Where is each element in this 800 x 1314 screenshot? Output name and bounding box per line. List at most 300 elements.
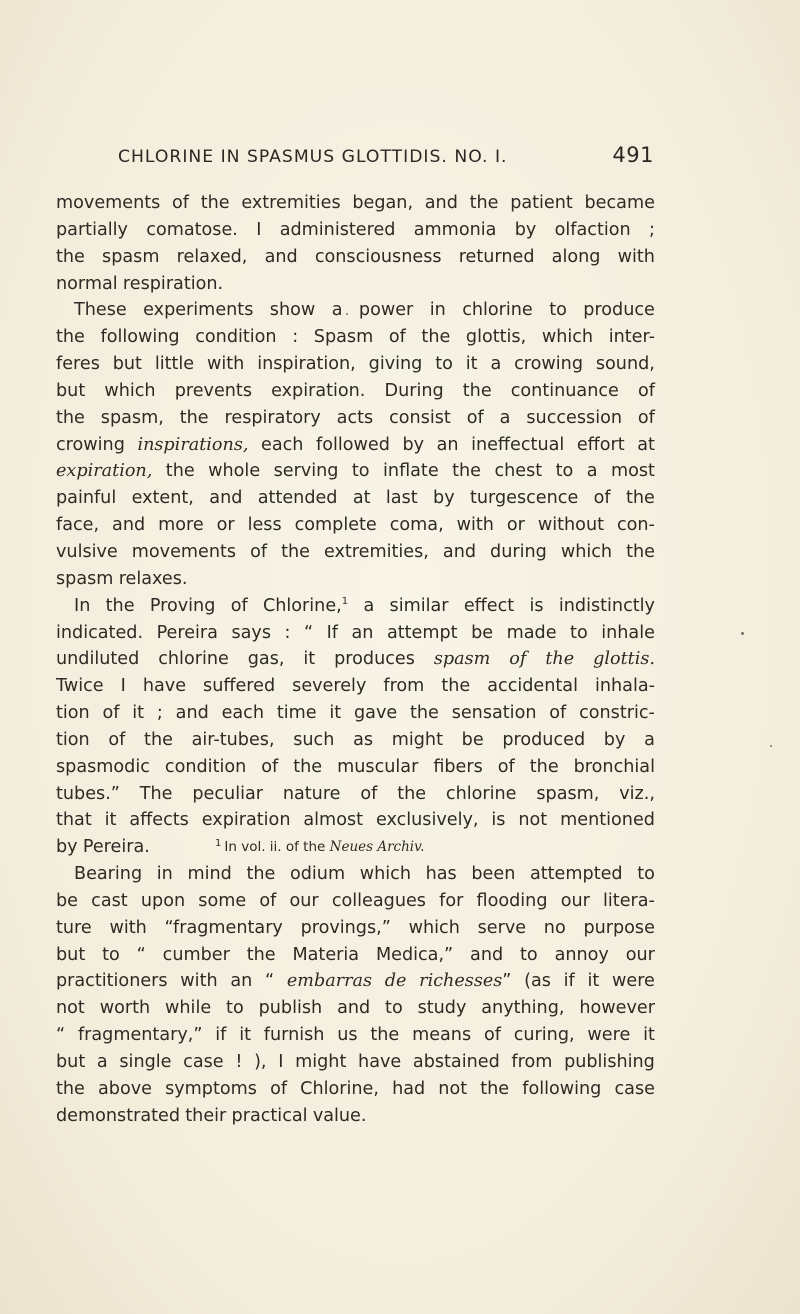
word: in [429,300,446,321]
word: upon [140,890,186,911]
word: “fragmentary [164,917,283,938]
word: but [56,380,86,401]
word: similar [389,595,449,616]
word: in [156,864,173,885]
word: which [359,864,411,885]
word: during [490,541,547,562]
word: tion [56,729,90,750]
word: spasm, [536,783,600,804]
word: produced [502,729,586,750]
word: the [545,649,575,670]
word: effort [576,434,625,455]
word: and [264,246,298,267]
word: it [132,703,145,724]
word: but [112,354,142,375]
word: cumber [162,944,230,965]
word: or [506,515,525,536]
word: were [587,1025,631,1046]
word: the [421,327,451,348]
word: the [246,864,276,885]
word: without [537,515,604,536]
running-head [118,143,654,167]
word: Twice [56,676,104,697]
word: chlorine [445,783,517,804]
word: expiration [201,810,291,831]
word: I [256,219,262,240]
word: to [520,944,538,965]
word: however [579,998,655,1019]
word: which [560,541,613,562]
word: attempted [529,864,623,885]
word: been [471,864,516,885]
word: viz., [619,783,655,804]
word: ammonia [413,219,497,240]
word: de [384,971,407,992]
text-line [56,351,655,378]
text-line [56,620,655,647]
word: “ [136,944,146,965]
word: of [509,649,527,670]
word: air-tubes, [191,729,275,750]
word: Bearing [74,864,143,885]
word: extent, [131,488,194,509]
text-line [56,593,655,620]
word: muscular [337,756,419,777]
word: and [470,944,504,965]
word: ! [235,1052,243,1072]
text-line [56,190,655,217]
word: inter- [608,327,655,348]
word: mind [187,864,232,885]
word: a [499,407,511,428]
word: Pereira. [82,837,150,858]
word: no [543,917,566,938]
word: most [610,461,655,482]
word: from [383,676,425,697]
word: to [102,944,120,965]
word: ineffectual [471,434,565,455]
text-line [56,458,655,485]
word: last [385,488,418,509]
word: of [250,541,268,562]
word: with [207,354,245,375]
word: partially [56,219,128,240]
word: almost [303,810,364,831]
word: condition [195,327,277,348]
word: ; [648,219,655,240]
word: colleagues [331,890,426,911]
word: Chlorine, [300,1078,379,1099]
word: the [56,407,85,428]
word: gas, [247,649,285,670]
word: to [570,622,588,643]
word: each [221,703,265,724]
word: tion [56,703,90,724]
word: of [466,407,484,428]
word: publish [258,998,323,1019]
word: the [452,461,481,482]
word: attempt [386,622,458,643]
text-line [56,861,655,888]
text-line [56,700,655,727]
paper-speck [346,313,348,315]
word: sound, [595,354,655,375]
word: of [270,1078,288,1099]
word: publishing [564,1052,655,1072]
text-line [56,539,655,566]
word: inflate [383,461,439,482]
word: expiration, [56,461,153,482]
word: If [326,622,338,643]
text-line [56,244,655,271]
word: exclusively, [375,810,479,831]
word: with [456,515,494,536]
word: the [370,1025,400,1046]
word: little [154,354,195,375]
word: their [185,1105,227,1126]
word: “ [56,1025,66,1046]
word: as [353,729,374,750]
word: respiration. [122,273,224,294]
word: might [391,729,443,750]
word: : [292,327,299,348]
word: the [529,756,559,777]
text-line [56,217,655,244]
word: the [165,461,195,482]
word: serve [477,917,527,938]
word: an [351,622,374,643]
word: our [289,890,319,911]
text-line [56,405,655,432]
word: (as [524,971,551,992]
word: returned [458,246,535,267]
word: us [337,1025,358,1046]
word: I [120,676,126,697]
word: be [461,729,484,750]
word: spasm [102,246,160,267]
word: The [139,783,173,804]
word: and [112,515,146,536]
word: the [480,1078,510,1099]
word: such [293,729,335,750]
word: inhala- [594,676,655,697]
word: the [626,488,655,509]
word: with [617,246,655,267]
word: nature [282,783,341,804]
word: which [104,380,156,401]
word: it [239,1025,251,1046]
text-line [56,968,655,995]
word: is [529,595,544,616]
word: have [358,1052,402,1072]
word: were [612,971,655,992]
word: each [261,434,304,455]
word: practical [231,1105,308,1126]
word: at [352,488,371,509]
text-line [56,942,655,969]
word: inhale [601,622,655,643]
word: affects [129,810,189,831]
word: to [549,300,567,321]
word: the [56,246,85,267]
word: followed [316,434,390,455]
word: of [360,783,378,804]
word: the [56,327,85,348]
word: experiments [143,300,254,321]
word: effect [463,595,515,616]
word: above [98,1078,152,1099]
word: of [261,756,279,777]
word: the [462,380,492,401]
text-line [56,888,655,915]
word: it [465,354,478,375]
word: which [408,917,460,938]
text-line [56,727,655,754]
word: acts [336,407,374,428]
word: “ [265,971,275,992]
word: to [435,354,453,375]
word: the [441,676,471,697]
word: for [439,890,464,911]
word: of [637,407,655,428]
word: that [56,810,92,831]
word: if [563,971,575,992]
word: During [384,380,444,401]
word: anything, [481,998,565,1019]
text-line [56,1103,655,1130]
word: richesses” [419,971,512,992]
word: spasm [433,649,491,670]
text-line [56,324,655,351]
word: following [100,327,180,348]
word: patient [510,193,573,213]
word: produces [334,649,415,670]
word: to [385,998,403,1019]
word: less [247,515,282,536]
word: the [246,944,276,965]
paper-speck [741,632,744,635]
word: continuance [510,380,619,401]
word: the [281,541,310,562]
word: prevents [174,380,252,401]
word: the [626,541,655,562]
word: it [643,1025,655,1046]
text-line [56,1076,655,1103]
word: or [216,515,235,536]
word: a [490,354,502,375]
word: the [397,783,427,804]
word: had [392,1078,426,1099]
word: In [74,595,91,616]
word: Chlorine,$^1$ [262,595,349,616]
word: attended [257,488,338,509]
word: flooding [476,890,548,911]
text-line [56,378,655,405]
word: demonstrated [56,1105,181,1126]
word: serving [273,461,339,482]
word: whole [208,461,261,482]
word: produce [583,300,655,321]
word: but [56,1052,86,1072]
word: Materia [292,944,360,965]
text-line [56,673,655,700]
word: chest [494,461,543,482]
word: normal [56,273,118,294]
text-line [56,915,655,942]
word: glottis. [593,649,655,670]
text-line [56,995,655,1022]
word: to [555,461,574,482]
word: study [417,998,467,1019]
word: if [215,1025,227,1046]
text-line [56,297,655,324]
word: severely [292,676,367,697]
page-number: 491 [612,143,654,167]
word: of [637,380,655,401]
word: the [200,193,230,213]
word: by [514,219,537,240]
word: while [165,998,212,1019]
word: to [226,998,244,1019]
word: curing, [513,1025,575,1046]
word: movements [56,193,161,213]
word: giving [368,354,423,375]
word: at [637,434,655,455]
word: Proving [149,595,216,616]
word: painful [56,488,117,509]
word: bronchial [573,756,655,777]
word: an [230,971,253,992]
text-line [56,754,655,781]
word: be [471,622,494,643]
word: annoy [554,944,609,965]
word: of [497,756,515,777]
word: of [108,729,126,750]
word: spasm [56,568,114,589]
word: succession [526,407,622,428]
word: of [483,1025,501,1046]
word: our [625,944,655,965]
word: the [410,703,439,724]
word: to [351,461,370,482]
word: time [276,703,317,724]
word: along [551,246,601,267]
word: the [179,407,209,428]
word: constric- [579,703,655,724]
word: gave [354,703,398,724]
word: ; [156,703,163,724]
paper-speck [770,745,772,747]
word: the [144,729,173,750]
word: glottis, [465,327,527,348]
word: and [424,193,458,213]
word: began, [352,193,414,213]
word: it [303,649,316,670]
word: comatose. [146,219,238,240]
word: it [104,810,117,831]
word: movements [131,541,237,562]
word: the [105,595,135,616]
text-line [56,566,655,593]
word: our [560,890,590,911]
word: con- [616,515,655,536]
word: worth [99,998,151,1019]
word: it [587,971,600,992]
footnote-marker: 1 [215,837,222,849]
running-head-title: CHLORINE IN SPASMUS GLOTTIDIS. NO. I. [118,147,508,167]
word: it [329,703,342,724]
word: of [388,327,406,348]
word: ture [56,917,92,938]
word: show [269,300,316,321]
word: of [172,193,190,213]
word: indistinctly [558,595,655,616]
word: relaxed, [176,246,248,267]
word: a [644,729,655,750]
word: to [637,864,655,885]
word: administered [279,219,396,240]
word: became [584,193,655,213]
word: face, [56,515,100,536]
word: of [230,595,248,616]
word: peculiar [192,783,263,804]
word: litera- [603,890,655,911]
word: value. [312,1105,367,1126]
body-text [56,190,655,1130]
word: consciousness [314,246,442,267]
word: extremities [241,193,341,213]
word: consist [389,407,451,428]
word: extremities, [323,541,429,562]
word: practitioners [56,971,168,992]
footnote-italic-title: Neues Archiv. [329,839,425,855]
word: suffered [203,676,276,697]
footnote-text: In vol. ii. of the [224,839,326,855]
text-line [56,432,655,459]
word: a [586,461,598,482]
word: symptoms [165,1078,257,1099]
word: case [614,1078,655,1099]
word: the [469,193,499,213]
word: the [56,1078,85,1099]
word: Pereira [156,622,218,643]
word: of [259,890,277,911]
word: following [522,1078,602,1099]
word: crowing [514,354,583,375]
word: have [142,676,187,697]
word: furnish [263,1025,325,1046]
word: relaxes. [118,568,188,589]
word: feres [56,354,100,375]
word: I [278,1052,284,1072]
word: chlorine [158,649,229,670]
word: not [438,1078,468,1099]
word: accidental [487,676,578,697]
word: single [119,1052,172,1072]
word: “ [303,622,314,643]
word: provings,” [300,917,391,938]
text-line [56,1049,655,1076]
word: by [433,488,455,509]
word: by [56,837,78,858]
word: of [102,703,120,724]
word: indicated. [56,622,144,643]
text-line [56,485,655,512]
text-line [56,646,655,673]
word: odium [289,864,346,885]
word: respiratory [224,407,321,428]
word: fragmentary,” [77,1025,203,1046]
